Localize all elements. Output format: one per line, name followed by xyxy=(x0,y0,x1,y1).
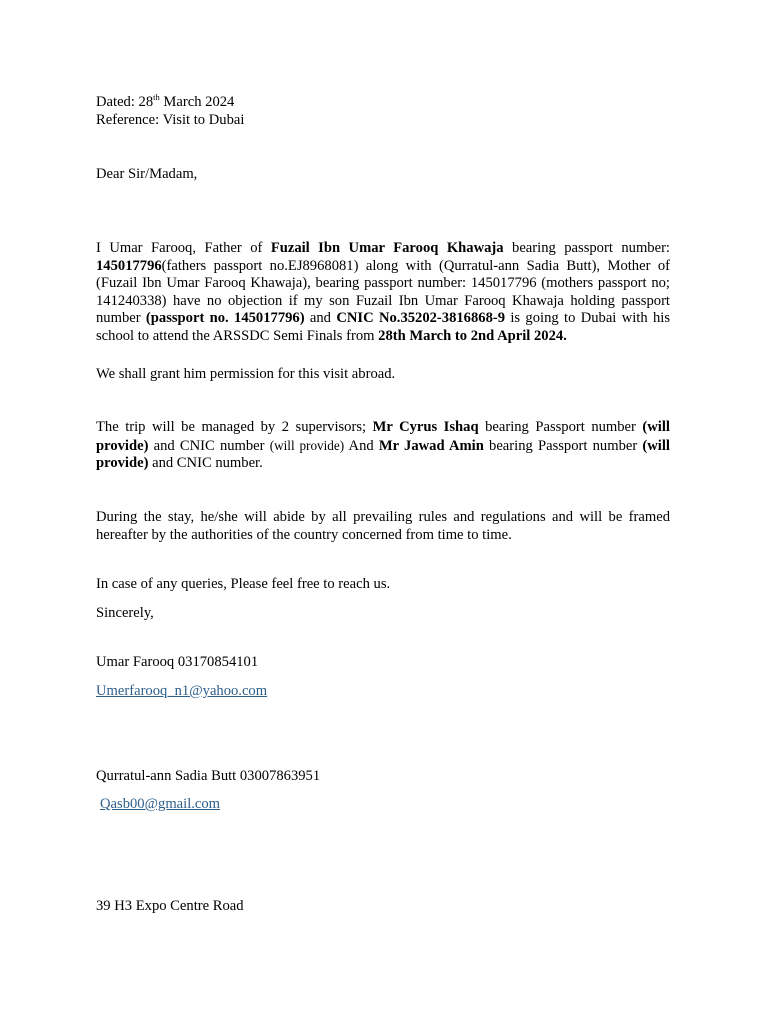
supervisor-1-passport: (will provide) xyxy=(96,419,670,454)
para2-text-5: bearing Passport number xyxy=(483,437,643,454)
son-passport-number: 145017796 xyxy=(96,257,162,274)
para1-text-4: and xyxy=(304,310,337,327)
reference-line: Reference: Visit to Dubai xyxy=(96,112,245,128)
date-ordinal: th xyxy=(153,92,160,102)
cnic-number: CNIC No.35202-3816868-9 xyxy=(336,310,506,327)
signatory-2-email-link[interactable]: Qasb00@gmail.com xyxy=(100,796,221,812)
supervisor-2-passport: (will provide) xyxy=(96,437,670,472)
salutation: Dear Sir/Madam, xyxy=(96,166,198,182)
para2-text-3: and CNIC number xyxy=(148,437,270,454)
travel-dates: 28th March to 2nd April 2024. xyxy=(378,327,567,344)
date-line xyxy=(96,93,234,111)
para2-text-6: and CNIC number. xyxy=(148,455,263,472)
para1-text-5: is going to Dubai with his school to attend the ARSSDC Semi Finals from xyxy=(96,310,671,344)
para2-text-1: The trip will be managed by 2 supervisors; xyxy=(96,419,373,435)
permission-line: We shall grant him permission for this visit abroad. xyxy=(96,366,396,382)
address-line: 39 H3 Expo Centre Road xyxy=(96,898,244,914)
para2-text-4: And xyxy=(344,437,379,454)
date-prefix: Dated: 28 xyxy=(96,94,154,110)
signatory-1-name-phone: Umar Farooq 03170854101 xyxy=(96,654,259,670)
conduct-paragraph: During the stay, he/she will abide by all prevailing rules and regulations and will be framed hereafter by the authorities of the country concerned from time to time. xyxy=(96,509,670,543)
queries-line: In case of any queries, Please feel free to reach us. xyxy=(96,576,391,592)
supervisor-1-name: Mr Cyrus Ishaq xyxy=(372,419,479,435)
signatory-2-name-phone: Qurratul-ann Sadia Butt 03007863951 xyxy=(96,768,321,784)
signatory-2-email-line xyxy=(100,795,220,813)
para1-text-2: bearing passport number: xyxy=(503,240,670,256)
para1-text-3: (fathers passport no.EJ8968081) along with (Qurratul-ann Sadia Butt), Mother of (Fuzail Ibn Umar Farooq Khawaja), bearing passport number: 145017796 (mothers passport no; 141240338) have no objection if my son Fuzail Ibn Umar Farooq Khawaja holding passport number xyxy=(96,257,670,327)
signatory-1-email-line xyxy=(96,682,267,700)
para1-text-1: I Umar Farooq, Father of xyxy=(96,240,271,256)
son-name: Fuzail Ibn Umar Farooq Khawaja xyxy=(270,240,504,256)
supervisor-2-name: Mr Jawad Amin xyxy=(378,437,484,454)
closing-line: Sincerely, xyxy=(96,605,154,621)
para2-text-2: bearing Passport number xyxy=(478,419,643,435)
main-paragraph xyxy=(96,240,670,346)
passport-bold: (passport no. 145017796) xyxy=(145,310,305,327)
supervisor-1-cnic: (will provide) xyxy=(269,437,345,453)
signatory-1-email-link[interactable]: Umerfarooq_n1@yahoo.com xyxy=(96,683,268,699)
supervisors-paragraph xyxy=(96,419,670,473)
date-suffix: March 2024 xyxy=(159,94,235,110)
